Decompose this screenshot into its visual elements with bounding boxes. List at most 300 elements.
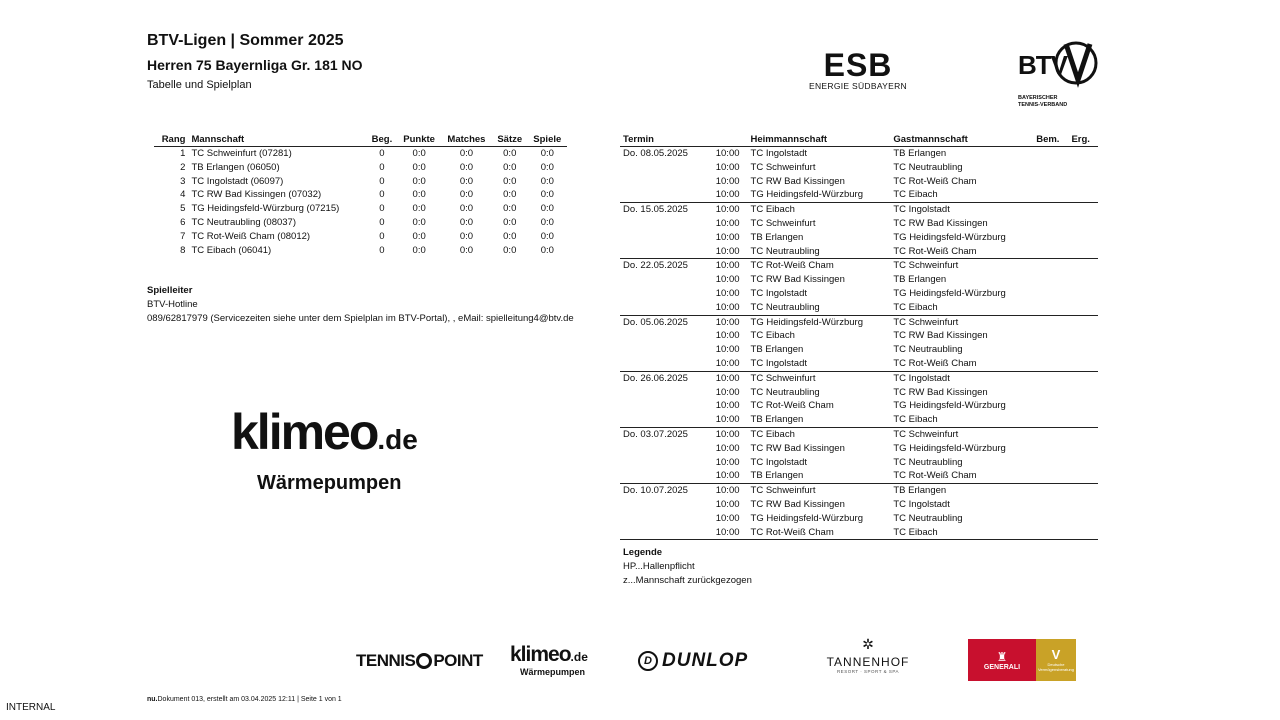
schedule-home: TC RW Bad Kissingen [750,175,845,187]
standings-cell: TC RW Bad Kissingen (07032) [191,189,322,201]
schedule-erg [1068,456,1098,470]
schedule-row [620,357,1098,371]
standings-header-row [154,132,567,147]
schedule-time: 10:00 [706,147,748,161]
schedule-time: 10:00 [715,330,740,342]
schedule-bem [1033,469,1068,483]
standings-cell: TC Neutraubling (08037) [191,216,296,228]
schedule-away: TC Eibach [893,526,938,538]
schedule-bem [1033,427,1068,441]
standings-body [154,147,567,258]
spielleiter-contact: 089/62817979 (Servicezeiten siehe unter dem Spielplan im BTV-Portal), , eMail: spielleitung4@btv.de [147,313,574,324]
standings-cell: TC Schweinfurt (07281) [191,148,292,159]
col-erg: Erg. [1068,132,1098,147]
schedule-home: TC Ingolstadt [750,287,808,299]
standings-cell: TC Ingolstadt (06097) [191,175,284,187]
standings-cell: 0:0 [459,148,474,159]
schedule-date: Do. 15.05.2025 [620,203,706,217]
standings-cell: 6 [180,216,186,228]
standings-cell: 0:0 [412,244,426,256]
schedule-erg [1068,147,1098,161]
schedule-home: TC RW Bad Kissingen [750,498,845,510]
schedule-date [620,413,706,427]
schedule-away: TC Rot-Weiß Cham [893,470,977,482]
document-footer [147,696,342,703]
schedule-erg [1068,175,1098,189]
schedule-erg [1068,413,1098,427]
schedule-erg [1068,273,1098,287]
schedule-date: Do. 03.07.2025 [620,427,706,441]
standings-cell: 0:0 [540,161,554,173]
schedule-time: 10:00 [715,287,740,299]
schedule-bem [1033,399,1068,413]
schedule-home: TC Schweinfurt [750,217,816,229]
col-termin: Termin [620,132,748,147]
schedule-time: 10:00 [706,203,748,217]
schedule-time: 10:00 [715,414,740,426]
standings-cell: 0:0 [412,216,426,228]
schedule-away: TB Erlangen [893,274,947,286]
standings-cell: 0:0 [459,216,474,228]
standings-cell: 0:0 [540,244,554,256]
schedule-erg [1068,371,1098,385]
standings-cell: 0 [379,161,385,173]
schedule-time: 10:00 [715,189,740,201]
schedule-erg [1068,287,1098,301]
schedule-erg [1068,498,1098,512]
schedule-erg [1068,161,1098,175]
schedule-away: TC Ingolstadt [890,203,1033,217]
schedule-away: TC Neutraubling [893,344,963,356]
schedule-erg [1068,484,1098,498]
schedule-row [620,259,1098,273]
schedule-away: TC Eibach [893,301,938,313]
schedule-away: TC Neutraubling [893,512,963,524]
schedule-bem [1033,188,1068,202]
schedule-date [620,245,706,259]
standings-cell: 0:0 [412,203,426,215]
schedule-date: Do. 05.06.2025 [620,315,706,329]
schedule-bem [1033,512,1068,526]
page-title: BTV-Ligen | Sommer 2025 [147,32,344,49]
schedule-row [620,273,1098,287]
standings-row [154,202,567,216]
schedule-home: TC Ingolstadt [750,456,808,468]
standings-cell: 0:0 [503,148,517,159]
schedule-away: TC Rot-Weiß Cham [893,357,977,369]
schedule-time: 10:00 [706,315,748,329]
schedule-row [620,386,1098,400]
footer-text: Dokument 013, erstellt am 03.04.2025 12:11 | Seite 1 von 1 [157,696,342,703]
schedule-home: TC Schweinfurt [750,161,816,173]
schedule-home: TC Eibach [748,203,891,217]
schedule-home: TG Heidingsfeld-Würzburg [750,189,863,201]
schedule-row [620,413,1098,427]
schedule-bem [1033,498,1068,512]
schedule-date [620,357,706,371]
schedule-bem [1033,301,1068,315]
standings-table [154,132,567,257]
schedule-home: TC Eibach [750,330,795,342]
schedule-time: 10:00 [715,161,740,173]
standings-cell: 0 [379,175,385,187]
standings-cell: 0:0 [540,148,554,159]
schedule-bem [1033,413,1068,427]
league-title: Herren 75 Bayernliga Gr. 181 NO [147,57,363,73]
schedule-row [620,371,1098,385]
col-saetze: Sätze [492,132,528,147]
schedule-date [620,175,706,189]
schedule-row [620,315,1098,329]
standings-cell: 0:0 [459,189,474,201]
schedule-bem [1033,147,1068,161]
schedule-erg [1068,512,1098,526]
schedule-home: TC Ingolstadt [750,357,808,369]
pinecone-icon: ✲ [862,636,874,652]
schedule-bem [1033,315,1068,329]
schedule-away: TC Ingolstadt [893,498,950,510]
col-bem: Bem. [1033,132,1068,147]
schedule-bem [1033,287,1068,301]
schedule-date [620,399,706,413]
standings-cell: 0:0 [503,161,517,173]
schedule-row [620,175,1098,189]
standings-cell: 0:0 [412,161,426,173]
schedule-home: TC RW Bad Kissingen [750,442,845,454]
document-header [147,32,363,91]
standings-cell: 0 [379,244,385,256]
page-subtitle: Tabelle und Spielplan [147,79,252,91]
schedule-home: TC Neutraubling [750,386,820,398]
schedule-bem [1033,386,1068,400]
schedule-row [620,329,1098,343]
schedule-row [620,498,1098,512]
schedule-date: Do. 26.06.2025 [620,371,706,385]
schedule-date [620,273,706,287]
dunlop-flying-d-icon: D [638,651,658,671]
schedule-erg [1068,442,1098,456]
footer-brand: nu. [147,696,158,703]
schedule-home: TC Neutraubling [750,301,820,313]
legend-item-hp: HP...Hallenpflicht [623,561,695,572]
dvag-v-icon: V [1051,647,1061,662]
schedule-row [620,343,1098,357]
schedule-erg [1068,526,1098,540]
schedule-home: TB Erlangen [750,470,804,482]
schedule-row [620,217,1098,231]
schedule-away: TG Heidingsfeld-Würzburg [893,287,1006,299]
standings-cell: 0 [379,230,385,242]
schedule-end-rule [620,540,1098,541]
schedule-bem [1033,273,1068,287]
schedule-time: 10:00 [715,301,740,313]
spielleiter-name: BTV-Hotline [147,299,198,310]
schedule-home: TC Eibach [748,427,891,441]
schedule-date [620,188,706,202]
schedule-bem [1033,161,1068,175]
schedule-date [620,161,706,175]
standings-cell: 0:0 [503,244,517,256]
schedule-away: TC Schweinfurt [890,259,1033,273]
schedule-row [620,287,1098,301]
schedule-home: TC RW Bad Kissingen [750,274,845,286]
schedule-away: TC RW Bad Kissingen [893,386,988,398]
standings-cell: 0:0 [412,148,426,159]
schedule-bem [1033,245,1068,259]
schedule-date [620,231,706,245]
standings-cell: 0:0 [540,203,554,215]
standings-cell: 0:0 [503,230,517,242]
schedule-date [620,343,706,357]
schedule-away: TG Heidingsfeld-Würzburg [893,231,1006,243]
col-heim: Heimmannschaft [748,132,891,147]
schedule-end-cell [620,540,1098,541]
schedule-bem [1033,259,1068,273]
schedule-away: TG Heidingsfeld-Würzburg [893,442,1006,454]
schedule-date [620,469,706,483]
standings-cell: 0 [379,189,385,201]
schedule-date: Do. 10.07.2025 [620,484,706,498]
legend-item-z: z...Mannschaft zurückgezogen [623,575,752,586]
standings-cell: 0:0 [412,230,426,242]
schedule-date [620,512,706,526]
sponsor-klimeo: klimeo.de Wärmepumpen [510,643,588,677]
schedule-erg [1068,357,1098,371]
schedule-bem [1033,484,1068,498]
sponsor-generali-dvag [968,639,1076,681]
schedule-date [620,217,706,231]
schedule-bem [1033,231,1068,245]
standings-cell: TC Eibach (06041) [191,244,272,256]
sponsor-tennis-point: TENNIS POINT [356,651,483,670]
schedule-erg [1068,301,1098,315]
standings-cell: 0:0 [503,175,517,187]
lion-icon: ♜ [996,649,1008,664]
schedule-date [620,456,706,470]
standings-cell: 0:0 [412,189,426,201]
schedule-time: 10:00 [715,245,740,257]
schedule-home: TC Ingolstadt [748,147,891,161]
standings-row [154,216,567,230]
schedule-away: TC Rot-Weiß Cham [893,245,977,257]
schedule-date [620,301,706,315]
standings-cell: 0:0 [540,189,554,201]
schedule-home: TB Erlangen [750,414,804,426]
standings-cell: 8 [180,244,186,256]
schedule-date [620,287,706,301]
schedule-away: TB Erlangen [890,484,1033,498]
standings-cell: 0:0 [540,216,554,228]
schedule-row [620,399,1098,413]
schedule-time: 10:00 [715,456,740,468]
col-punkte: Punkte [397,132,441,147]
schedule-date [620,498,706,512]
schedule-bem [1033,343,1068,357]
schedule-table [620,132,1098,540]
schedule-date: Do. 22.05.2025 [620,259,706,273]
schedule-home: TC Schweinfurt [748,371,891,385]
schedule-time: 10:00 [715,344,740,356]
col-rang: Rang [154,132,188,147]
standings-cell: 5 [180,203,186,215]
col-mannschaft: Mannschaft [188,132,366,147]
schedule-home: TC Neutraubling [750,245,820,257]
standings-row [154,188,567,202]
schedule-row [620,526,1098,540]
schedule-time: 10:00 [706,427,748,441]
schedule-erg [1068,259,1098,273]
schedule-time: 10:00 [715,274,740,286]
schedule-time: 10:00 [706,371,748,385]
schedule-home: TC Rot-Weiß Cham [750,526,834,538]
schedule-date [620,329,706,343]
col-gast: Gastmannschaft [890,132,1033,147]
schedule-bem [1033,357,1068,371]
schedule-row [620,469,1098,483]
schedule-away: TC Rot-Weiß Cham [893,175,977,187]
generali-panel: ♜ GENERALI [968,639,1036,681]
schedule-erg [1068,399,1098,413]
schedule-time: 10:00 [715,386,740,398]
schedule-erg [1068,343,1098,357]
standings-cell: TG Heidingsfeld-Würzburg (07215) [191,203,340,215]
schedule-bem [1033,329,1068,343]
schedule-row [620,203,1098,217]
schedule-row [620,427,1098,441]
spielleiter-section [147,284,574,326]
schedule-bem [1033,526,1068,540]
standings-cell: TC Rot-Weiß Cham (08012) [191,230,311,242]
schedule-bem [1033,456,1068,470]
standings-row [154,147,567,161]
schedule-home: TG Heidingsfeld-Würzburg [748,315,891,329]
schedule-away: TB Erlangen [890,147,1033,161]
schedule-away: TC RW Bad Kissingen [893,217,988,229]
schedule-away: TG Heidingsfeld-Würzburg [893,400,1006,412]
col-matches: Matches [441,132,492,147]
schedule-time: 10:00 [715,526,740,538]
standings-cell: 0:0 [412,175,426,187]
schedule-erg [1068,217,1098,231]
standings-cell: 0:0 [540,175,554,187]
schedule-time: 10:00 [715,217,740,229]
standings-cell: 0:0 [503,203,517,215]
schedule-row [620,484,1098,498]
standings-cell: 0 [379,148,385,159]
schedule-date [620,442,706,456]
schedule-time: 10:00 [706,484,748,498]
schedule-home: TG Heidingsfeld-Würzburg [750,512,863,524]
schedule-header-row [620,132,1098,147]
tennis-ball-icon [416,653,432,669]
standings-cell: 0:0 [459,203,474,215]
schedule-erg [1068,329,1098,343]
schedule-home: TB Erlangen [750,344,804,356]
schedule-erg [1068,188,1098,202]
standings-cell: 1 [180,148,186,159]
schedule-away: TC Ingolstadt [890,371,1033,385]
standings-cell: 0:0 [459,230,474,242]
schedule-away: TC RW Bad Kissingen [893,330,988,342]
standings-cell: 0:0 [503,216,517,228]
schedule-home: TB Erlangen [750,231,804,243]
standings-cell: 0:0 [459,175,474,187]
dvag-panel: V Deutsche Vermögensberatung [1036,639,1076,681]
schedule-erg [1068,315,1098,329]
schedule-away: TC Neutraubling [893,161,963,173]
schedule-row [620,301,1098,315]
legend-heading: Legende [623,547,663,558]
esb-logo: ESB ENERGIE SÜDBAYERN [809,47,907,91]
schedule-erg [1068,245,1098,259]
schedule-row [620,188,1098,202]
legend-section [623,546,752,588]
schedule-bem [1033,442,1068,456]
schedule-row [620,442,1098,456]
schedule-body [620,147,1098,541]
schedule-date: Do. 08.05.2025 [620,147,706,161]
schedule-bem [1033,371,1068,385]
schedule-time: 10:00 [715,442,740,454]
standings-cell: 7 [180,230,186,242]
standings-row [154,175,567,189]
schedule-row [620,245,1098,259]
standings-cell: 0:0 [540,230,554,242]
sponsor-dunlop: D DUNLOP [638,650,748,672]
schedule-time: 10:00 [715,357,740,369]
standings-cell: 0 [379,203,385,215]
spielleiter-heading: Spielleiter [147,285,193,296]
schedule-time: 10:00 [715,231,740,243]
standings-cell: 0 [379,216,385,228]
schedule-date [620,526,706,540]
schedule-bem [1033,175,1068,189]
standings-cell: TB Erlangen (06050) [191,161,280,173]
schedule-row [620,456,1098,470]
standings-cell: 0:0 [503,189,517,201]
schedule-erg [1068,469,1098,483]
schedule-time: 10:00 [715,512,740,524]
klimeo-logo-large: klimeo.de Wärmepumpen [231,404,418,494]
schedule-time: 10:00 [715,470,740,482]
standings-row [154,230,567,244]
schedule-bem [1033,203,1068,217]
sponsor-tannenhof: ✲ TANNENHOF RESORT · SPORT & SPA [826,636,910,674]
schedule-home: TC Rot-Weiß Cham [750,400,834,412]
schedule-away: TC Neutraubling [893,456,963,468]
schedule-row [620,231,1098,245]
schedule-away: TC Eibach [893,189,938,201]
schedule-time: 10:00 [706,259,748,273]
btv-logo: BTV BAYERISCHER TENNIS-VERBAND [1016,36,1106,109]
schedule-away: TC Schweinfurt [890,315,1033,329]
schedule-row [620,161,1098,175]
standings-cell: 4 [180,189,186,201]
schedule-erg [1068,386,1098,400]
col-spiele: Spiele [528,132,567,147]
schedule-away: TC Schweinfurt [890,427,1033,441]
schedule-home: TC Schweinfurt [748,484,891,498]
standings-row [154,244,567,258]
standings-cell: 2 [180,161,186,173]
schedule-erg [1068,231,1098,245]
schedule-erg [1068,427,1098,441]
standings-cell: 3 [180,175,186,187]
schedule-home: TC Rot-Weiß Cham [748,259,891,273]
schedule-time: 10:00 [715,498,740,510]
schedule-row [620,147,1098,161]
standings-row [154,161,567,175]
